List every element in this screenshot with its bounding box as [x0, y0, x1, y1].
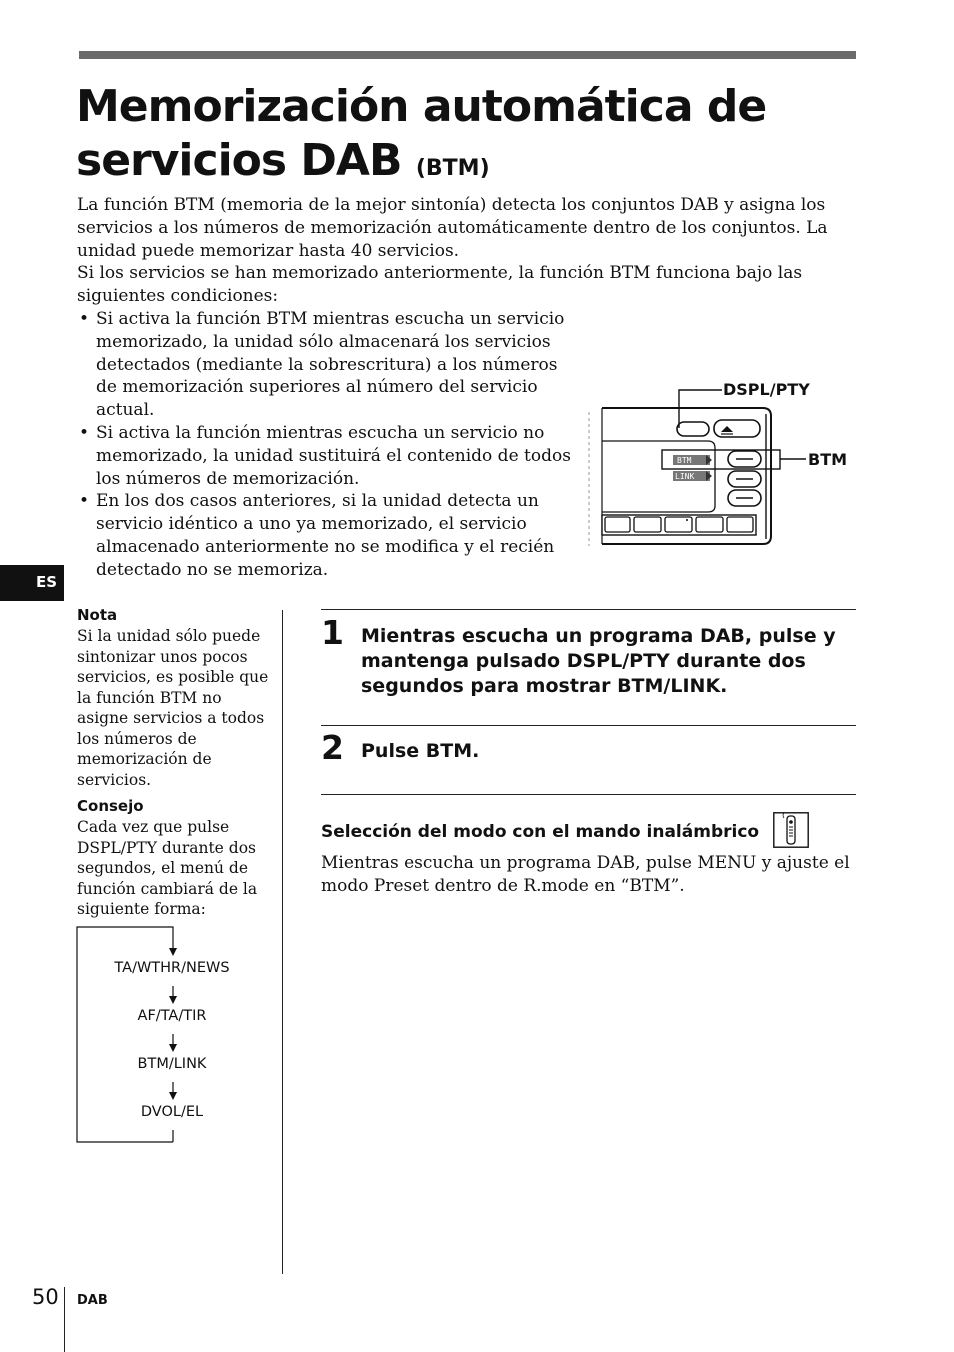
title-line-1: Memorización automática de [76, 81, 767, 132]
top-rule [79, 51, 856, 59]
tip-title: Consejo [77, 797, 144, 815]
list-item-text: Si activa la función BTM mientras escucha un servicio memorizado, la unidad sólo almacenará los servicios detectados (mediante la sobrescritura) a los números de memorización superiores al número del servicio actual. [96, 309, 565, 421]
head-unit-illustration [588, 374, 858, 552]
bullet-glyph: • [79, 309, 90, 329]
note-title: Nota [77, 606, 118, 624]
section-divider [321, 794, 856, 795]
flow-item: DVOL/EL [140, 1104, 204, 1120]
column-divider [282, 610, 283, 1274]
remote-control-icon [773, 812, 809, 848]
footer-divider [64, 1287, 65, 1352]
preset-button [665, 517, 692, 532]
intro-text [77, 194, 847, 308]
intro-paragraph-2: Si los servicios se han memorizado anteriormente, la función BTM funciona bajo las siguientes condiciones: [77, 263, 803, 307]
step-number: 1 [321, 613, 344, 652]
dspl-pty-button [677, 422, 709, 436]
display-btm-text: BTM [677, 456, 692, 465]
flow-item: BTM/LINK [137, 1056, 207, 1072]
btm-label: BTM [808, 450, 848, 469]
list-item [77, 422, 572, 490]
list-item-text: Si activa la función mientras escucha un servicio no memorizado, la unidad sustituirá el contenido de todos los números de memorización. [96, 422, 571, 489]
remote-text: Mientras escucha un programa DAB, pulse MENU y ajuste el modo Preset dentro de R.mode en “BTM”. [321, 853, 850, 896]
list-item [77, 308, 572, 422]
preset-button [727, 517, 753, 532]
eject-button [714, 420, 760, 437]
list-item [77, 490, 572, 581]
remote-heading: Selección del modo con el mando inalámbrico [321, 822, 760, 842]
preset-button [696, 517, 723, 532]
page-title [76, 80, 876, 196]
flow-item: TA/WTHR/NEWS [114, 960, 230, 976]
condition-list [77, 308, 572, 582]
title-line-2 [76, 134, 876, 196]
step-number: 2 [321, 728, 344, 767]
page-number: 50 [32, 1285, 59, 1309]
preset-button [634, 517, 661, 532]
note-text: Si la unidad sólo puede sintonizar unos pocos servicios, es posible que la función BTM no asigne servicios a todos los números de memorización de servicios. [77, 627, 269, 789]
bullet-glyph: • [79, 491, 90, 512]
intro-paragraph-1: La función BTM (memoria de la mejor sintonía) detecta los conjuntos DAB y asigna los servicios a los números de memorización automáticamente dentro de los conjuntos. La unidad puede memorizar hasta 40 servicios. [77, 195, 828, 261]
language-tab [0, 565, 64, 601]
menu-cycle-diagram [76, 926, 276, 1146]
dspl-pty-label: DSPL/PTY [723, 380, 810, 399]
flow-item: AF/TA/TIR [137, 1008, 207, 1024]
bullet-glyph: • [79, 422, 90, 443]
step-text: Pulse BTM. [361, 740, 480, 762]
step-divider [321, 725, 856, 726]
tip-text: Cada vez que pulse DSPL/PTY durante dos segundos, el menú de función cambiará de la siguiente forma: [77, 818, 258, 918]
display-link-text: LINK [675, 472, 695, 481]
preset-button [605, 517, 630, 532]
list-item-text: En los dos casos anteriores, si la unidad detecta un servicio idéntico a uno ya memorizado, el servicio almacenado anteriormente no se modifica y el recién detectado no se memoriza. [96, 491, 555, 580]
language-tab-label: ES [36, 573, 58, 591]
step-divider [321, 609, 856, 610]
title-line-2-text: servicios DAB [76, 135, 402, 186]
section-label: DAB [77, 1293, 108, 1308]
title-suffix: (BTM) [415, 156, 490, 181]
step-text: Mientras escucha un programa DAB, pulse y mantenga pulsado DSPL/PTY durante dos segundos para mostrar BTM/LINK. [361, 625, 836, 697]
